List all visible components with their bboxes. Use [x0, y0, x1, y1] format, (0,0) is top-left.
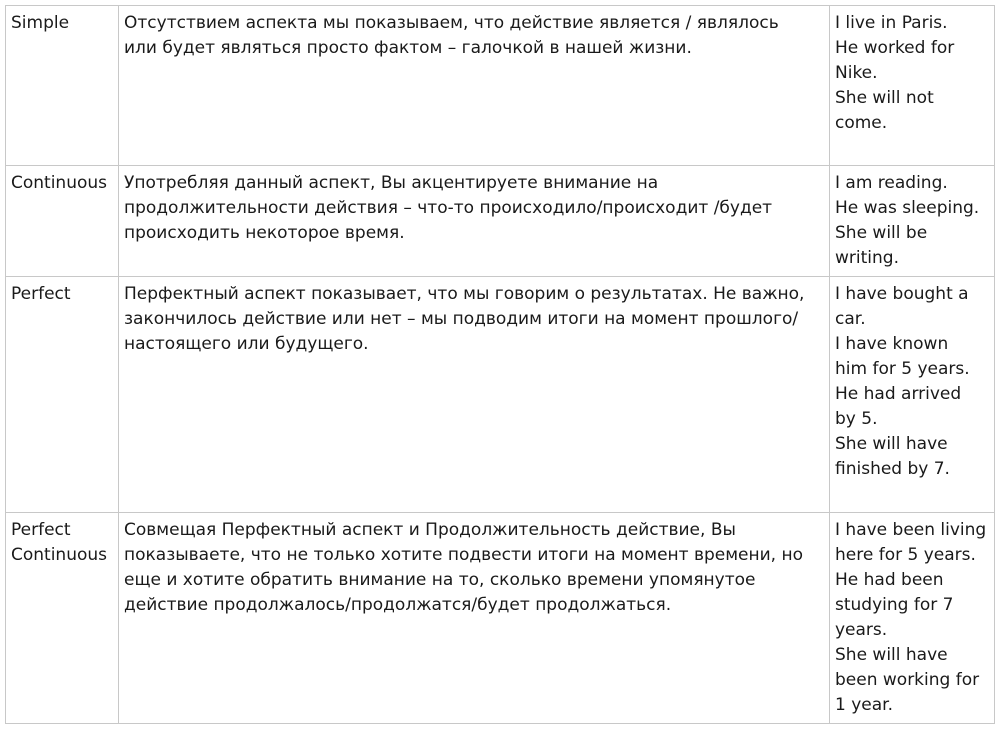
example-line: She will have	[835, 645, 948, 665]
example-line: been working for	[835, 670, 980, 690]
example-line: I have known	[835, 334, 949, 354]
description-line: Перфектный аспект показывает, что мы говорим о результатах. Не важно,	[124, 284, 805, 304]
aspect-name: Perfect	[11, 284, 71, 304]
example-line: I have been living	[835, 520, 987, 540]
example-line: I live in Paris.	[835, 13, 948, 33]
examples-cell	[830, 277, 995, 513]
description-cell	[119, 277, 830, 513]
description-line: Совмещая Перфектный аспект и Продолжительность действие, Вы	[124, 520, 736, 540]
table-row-perfect-continuous	[6, 513, 995, 724]
aspect-name: Perfect	[11, 520, 71, 540]
example-line: come.	[835, 113, 888, 133]
examples-cell	[830, 166, 995, 277]
description-line: Отсутствием аспекта мы показываем, что действие является / являлось	[124, 13, 779, 33]
aspect-name-cell	[6, 6, 119, 166]
example-line: She will not	[835, 88, 934, 108]
example-line: He was sleeping.	[835, 198, 980, 218]
description-cell	[119, 6, 830, 166]
example-line: studying for 7	[835, 595, 954, 615]
aspect-name-cell	[6, 277, 119, 513]
examples-cell	[830, 6, 995, 166]
example-line: years.	[835, 620, 888, 640]
description-line: происходить некоторое время.	[124, 223, 405, 243]
example-line: She will have	[835, 434, 948, 454]
description-cell	[119, 513, 830, 724]
description-cell	[119, 166, 830, 277]
examples-cell	[830, 513, 995, 724]
description-line: показываете, что не только хотите подвести итоги на момент времени, но	[124, 545, 803, 565]
example-line: 1 year.	[835, 695, 893, 715]
aspect-name-cell	[6, 166, 119, 277]
example-line: He had arrived	[835, 384, 962, 404]
aspect-name: Continuous	[11, 545, 108, 565]
aspect-name-cell	[6, 513, 119, 724]
description-line: закончилось действие или нет – мы подводим итоги на момент прошлого/	[124, 309, 799, 329]
aspect-name: Simple	[11, 13, 70, 33]
table-row-continuous	[6, 166, 995, 277]
description-line: действие продолжалось/продолжатся/будет продолжаться.	[124, 595, 672, 615]
description-line: настоящего или будущего.	[124, 334, 369, 354]
example-line: Nike.	[835, 63, 878, 83]
example-line: I am reading.	[835, 173, 948, 193]
example-line: finished by 7.	[835, 459, 950, 479]
example-line: He worked for	[835, 38, 955, 58]
example-line: car.	[835, 309, 866, 329]
example-line: by 5.	[835, 409, 878, 429]
description-line: или будет являться просто фактом – галочкой в нашей жизни.	[124, 38, 692, 58]
description-line: Употребляя данный аспект, Вы акцентируете внимание на	[124, 173, 659, 193]
aspect-name: Continuous	[11, 173, 108, 193]
example-line: here for 5 years.	[835, 545, 976, 565]
example-line: writing.	[835, 248, 899, 268]
table-row-perfect	[6, 277, 995, 513]
example-line: He had been	[835, 570, 944, 590]
example-line: him for 5 years.	[835, 359, 970, 379]
description-line: еще и хотите обратить внимание на то, сколько времени упомянутое	[124, 570, 756, 590]
table-row-simple	[6, 6, 995, 166]
example-line: She will be	[835, 223, 928, 243]
aspects-table	[5, 5, 995, 724]
example-line: I have bought a	[835, 284, 969, 304]
description-line: продолжительности действия – что-то происходило/происходит /будет	[124, 198, 773, 218]
